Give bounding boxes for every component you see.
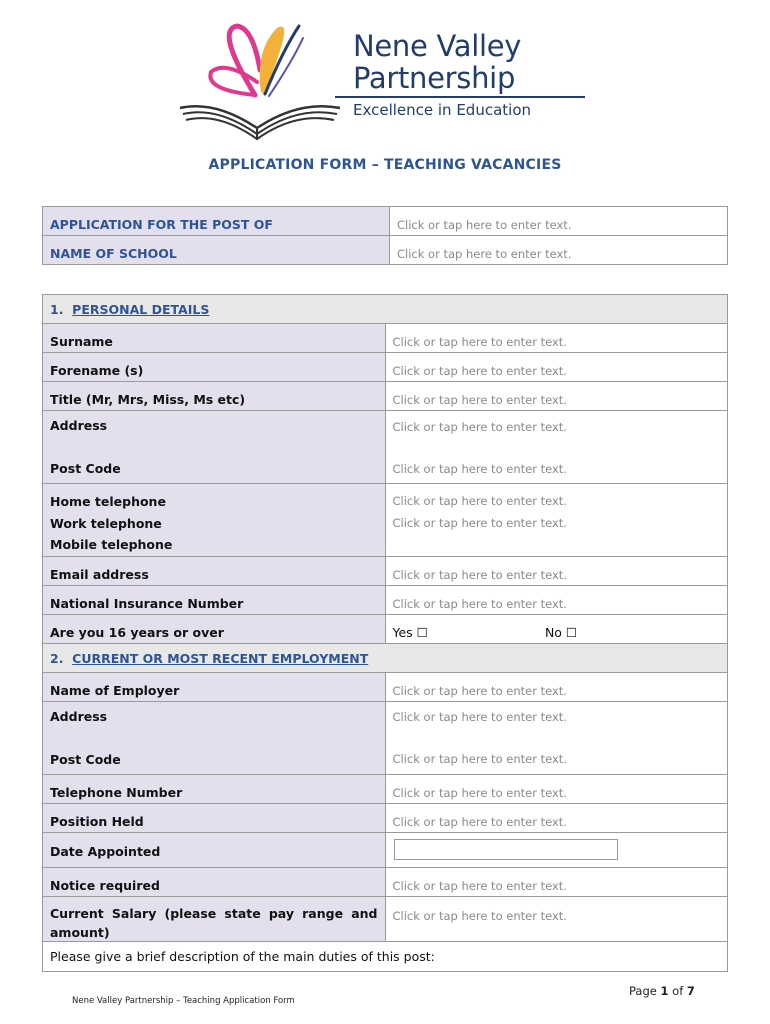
post-label: APPLICATION FOR THE POST OF [50, 217, 273, 232]
work-telephone-input[interactable]: Click or tap here to enter text. [392, 515, 567, 530]
employer-address-cell [385, 701, 728, 774]
footer-form-name: Nene Valley Partnership – Teaching Application Form [72, 996, 295, 1006]
mobile-telephone-label: Mobile telephone [50, 537, 173, 552]
employer-telephone-input[interactable] [385, 774, 728, 803]
date-appointed-cell [385, 832, 728, 867]
address-label: Address [50, 418, 108, 433]
position-label-cell [43, 803, 386, 832]
employer-telephone-label-cell [43, 774, 386, 803]
placeholder-text: Click or tap here to enter text. [392, 785, 567, 800]
logo-title [353, 30, 521, 94]
page-total: 7 [686, 984, 695, 998]
surname-label: Surname [50, 334, 113, 349]
placeholder-text: Click or tap here to enter text. [392, 335, 567, 349]
telephone-label-cell [43, 484, 386, 557]
placeholder-text: Click or tap here to enter text. [397, 218, 572, 232]
page-prefix: Page [629, 984, 657, 998]
employer-input[interactable] [385, 672, 728, 701]
notice-input[interactable] [385, 867, 728, 896]
placeholder-text: Click or tap here to enter text. [397, 247, 572, 261]
title-input[interactable] [385, 382, 728, 411]
placeholder-text: Click or tap here to enter text. [392, 567, 567, 582]
duties-prompt: Please give a brief description of the main duties of this post: [50, 948, 435, 964]
section-current-employment [43, 643, 728, 672]
forename-label: Forename (s) [50, 363, 144, 378]
surname-label-cell [43, 324, 386, 353]
logo-title-line2: Partnership [353, 61, 516, 95]
home-telephone-label: Home telephone [50, 494, 166, 509]
position-label: Position Held [50, 813, 144, 829]
age-no-checkbox[interactable]: No ☐ [544, 624, 578, 640]
placeholder-text: Click or tap here to enter text. [392, 683, 567, 698]
post-code-label: Post Code [50, 461, 121, 476]
age-label: Are you 16 years or over [50, 624, 224, 640]
form-title: APPLICATION FORM – TEACHING VACANCIES [208, 157, 562, 173]
age-yes-checkbox[interactable]: Yes ☐ [392, 624, 428, 640]
page-of: of [672, 984, 684, 998]
forename-label-cell [43, 353, 386, 382]
employer-address-label-cell [43, 701, 386, 774]
details-table [42, 294, 728, 972]
email-label-cell [43, 556, 386, 585]
email-label: Email address [50, 566, 149, 582]
placeholder-text: Click or tap here to enter text. [392, 364, 567, 378]
position-input[interactable] [385, 803, 728, 832]
date-appointed-label: Date Appointed [50, 843, 161, 859]
telephone-cell [385, 484, 728, 557]
logo-title-line1: Nene Valley [353, 29, 522, 63]
forename-input[interactable] [385, 353, 728, 382]
post-label-cell [43, 207, 390, 236]
post-input[interactable] [390, 207, 728, 236]
surname-input[interactable] [385, 324, 728, 353]
ni-label-cell [43, 585, 386, 614]
notice-label-cell [43, 867, 386, 896]
salary-label-cell [43, 896, 386, 941]
home-telephone-input[interactable]: Click or tap here to enter text. [392, 494, 567, 508]
title-label-cell [43, 382, 386, 411]
age-options-cell [385, 614, 728, 643]
school-label-cell [43, 236, 390, 265]
employer-post-code-label: Post Code [50, 751, 121, 767]
school-input[interactable] [390, 236, 728, 265]
salary-input[interactable] [385, 896, 728, 941]
post-table [42, 206, 728, 265]
work-telephone-label: Work telephone [50, 515, 162, 531]
date-appointed-label-cell [43, 832, 386, 867]
salary-label: Current Salary (please state pay range and amount) [50, 905, 378, 940]
placeholder-text: Click or tap here to enter text. [392, 908, 567, 923]
employer-label-cell [43, 672, 386, 701]
email-input[interactable] [385, 556, 728, 585]
notice-label: Notice required [50, 877, 160, 893]
logo-divider [335, 96, 585, 98]
employer-post-code-input[interactable]: Click or tap here to enter text. [392, 751, 567, 766]
placeholder-text: Click or tap here to enter text. [392, 878, 567, 893]
duties-cell[interactable] [43, 941, 728, 971]
nene-valley-logo [175, 20, 595, 150]
post-code-input[interactable]: Click or tap here to enter text. [392, 462, 567, 476]
employer-telephone-label: Telephone Number [50, 784, 183, 800]
placeholder-text: Click or tap here to enter text. [392, 596, 567, 611]
address-cell [385, 411, 728, 484]
page-current: 1 [660, 984, 669, 998]
page-number [629, 984, 695, 998]
logo-tagline: Excellence in Education [353, 101, 532, 119]
title-label: Title (Mr, Mrs, Miss, Ms etc) [50, 392, 246, 407]
placeholder-text: Click or tap here to enter text. [392, 393, 567, 407]
section-number: 2. [50, 650, 64, 666]
placeholder-text: Click or tap here to enter text. [392, 814, 567, 829]
date-appointed-input[interactable] [394, 839, 618, 860]
employer-address-label: Address [50, 708, 108, 724]
school-label: NAME OF SCHOOL [50, 246, 177, 261]
ni-input[interactable] [385, 585, 728, 614]
ni-label: National Insurance Number [50, 595, 244, 611]
employer-label: Name of Employer [50, 682, 180, 698]
butterfly-book-icon [175, 20, 345, 145]
address-input[interactable]: Click or tap here to enter text. [392, 420, 567, 434]
section-number: 1. [50, 302, 64, 317]
section-personal-details [43, 295, 728, 324]
employer-address-input[interactable]: Click or tap here to enter text. [392, 709, 567, 724]
section-title: CURRENT OR MOST RECENT EMPLOYMENT [72, 650, 369, 666]
address-label-cell [43, 411, 386, 484]
age-label-cell [43, 614, 386, 643]
section-title: PERSONAL DETAILS [72, 302, 210, 317]
